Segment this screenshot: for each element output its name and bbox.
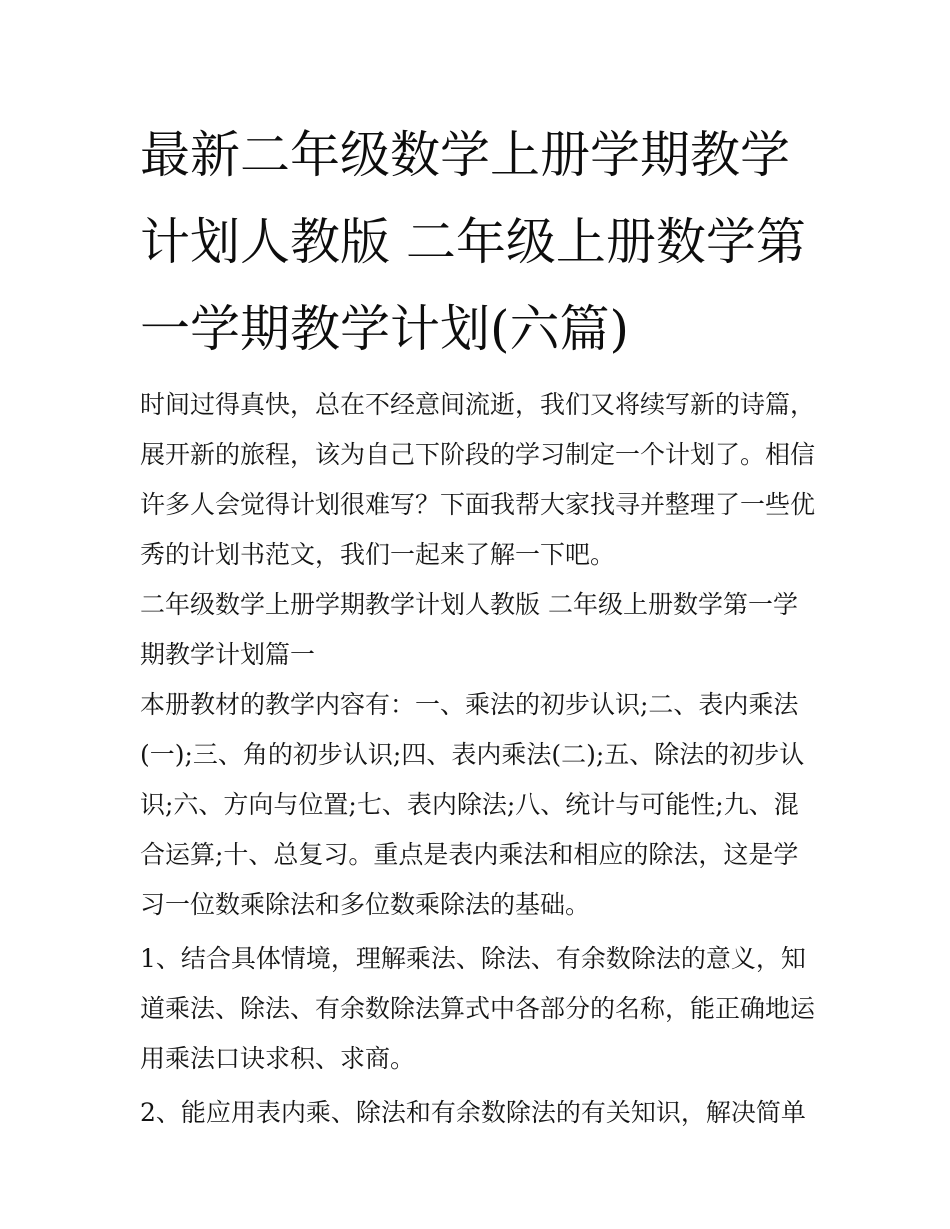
document-title	[140, 112, 812, 373]
text-line: 时间过得真快，总在不经意间流逝，我们又将续写新的诗篇，	[140, 390, 816, 419]
title-line: 最新二年级数学上册学期教学	[140, 126, 790, 184]
intro-paragraph	[140, 380, 816, 580]
text-line: 1、结合具体情境，理解乘法、除法、有余数除法的意义，知	[140, 944, 806, 973]
text-line: 展开新的旅程，该为自己下阶段的学习制定一个计划了。相信	[140, 440, 816, 469]
text-line: 许多人会觉得计划很难写？下面我帮大家找寻并整理了一些优	[140, 490, 816, 519]
text-line: (一);三、角的初步认识;四、表内乘法(二);五、除法的初步认	[140, 740, 805, 769]
content-paragraph	[140, 680, 812, 930]
text-line: 二年级数学上册学期教学计划人教版 二年级上册数学第一学	[140, 590, 798, 619]
text-line: 合运算;十、总复习。重点是表内乘法和相应的除法，这是学	[140, 840, 799, 869]
title-line: 计划人教版 二年级上册数学第	[140, 213, 806, 271]
document-page	[140, 112, 816, 1138]
list-item-1	[140, 934, 816, 1084]
text-line: 道乘法、除法、有余数除法算式中各部分的名称，能正确地运	[140, 994, 816, 1023]
document-body	[140, 380, 816, 1138]
text-line: 本册教材的教学内容有：一、乘法的初步认识;二、表内乘法	[140, 690, 799, 719]
title-line: 一学期教学计划(六篇)	[140, 300, 630, 358]
text-line: 习一位数乘除法和多位数乘除法的基础。	[140, 890, 591, 919]
list-item-2	[140, 1088, 812, 1138]
text-line: 用乘法口诀求积、求商。	[140, 1044, 416, 1073]
text-line: 期教学计划篇一	[140, 640, 316, 669]
text-line: 秀的计划书范文，我们一起来了解一下吧。	[140, 540, 616, 569]
text-line: 识;六、方向与位置;七、表内除法;八、统计与可能性;九、混	[140, 790, 799, 819]
text-line: 2、能应用表内乘、除法和有余数除法的有关知识，解决简单	[140, 1098, 806, 1127]
section-heading	[140, 580, 812, 680]
